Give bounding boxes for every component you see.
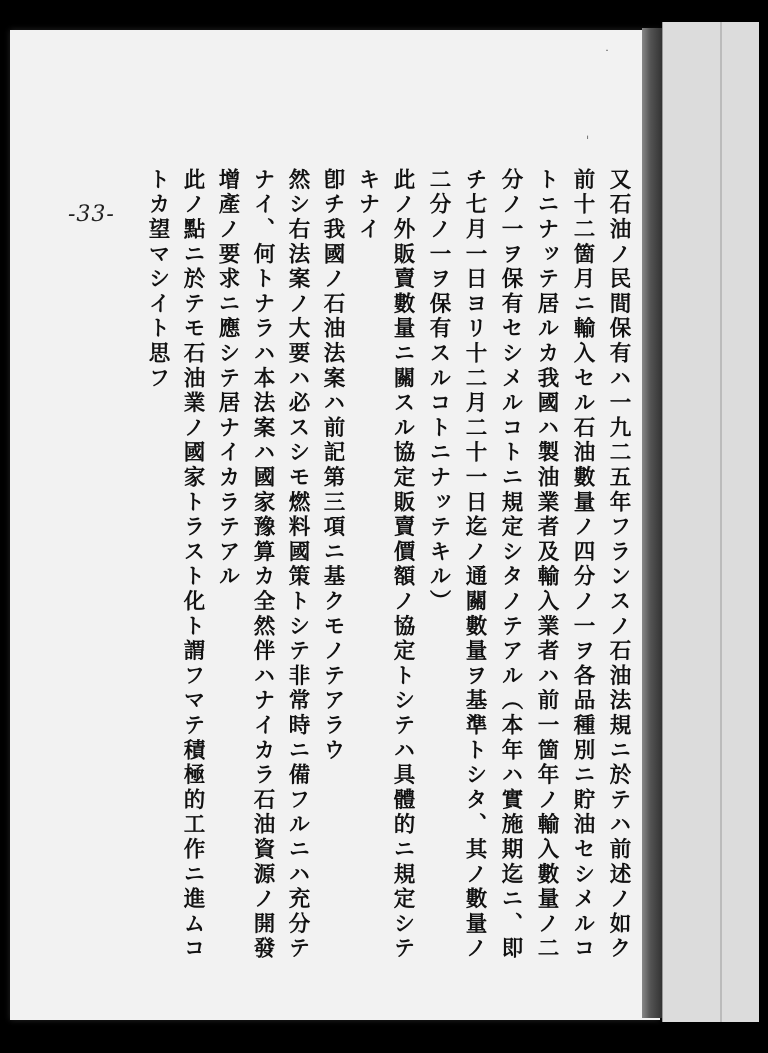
text-column: 卽チ我國ノ石油法案ハ前記第三項ニ基クモノテアラウ [320,168,345,764]
text-column: 二分ノ一ヲ保有スルコトニナッテキル） [426,168,451,615]
text-column: 前十二箇月ニ輸入セル石油數量ノ四分ノ一ヲ各品種別ニ貯油セシメルコ [570,168,595,962]
text-column: 此ノ外販賣數量ニ關スル協定販賣價額ノ協定トシテハ具體的ニ規定シテ [390,168,415,962]
book-spine [642,28,662,1018]
text-column: 然シ右法案ノ大要ハ必スシモ燃料國策トシテ非常時ニ備フルニハ充分テ [285,168,310,962]
page-number: -33- [68,202,115,227]
text-column: 增產ノ要求ニ應シテ居ナイカラテアル [215,168,240,590]
scan-speck: ˙ [604,48,610,62]
text-column: キナイ [355,168,380,243]
scan-speck: ˈ [586,134,590,148]
text-column: ナイ、何トナラハ本法案ハ國家豫算カ全然伴ハナイカラ石油資源ノ開發 [250,168,275,962]
text-column: トカ望マシイト思フ [145,168,170,392]
text-column: 此ノ點ニ於テモ石油業ノ國家トラスト化ト謂フマテ積極的工作ニ進ムコ [180,168,205,962]
text-column: チ七月一日ヨリ十二月二十一日迄ノ通關數量ヲ基準トシタ、其ノ數量ノ [462,168,487,962]
text-column: 又石油ノ民間保有ハ一九二五年フランスノ石油法規ニ於テハ前述ノ如ク [606,168,631,962]
text-column: 分ノ一ヲ保有セシメルコトニ規定シタノテアル（本年ハ實施期迄ニ、即 [498,168,523,962]
next-page-edge [662,22,759,1022]
text-column: トニナッテ居ルカ我國ハ製油業者及輸入業者ハ前一箇年ノ輸入數量ノ二 [534,168,559,962]
page-edge-line [720,22,722,1022]
